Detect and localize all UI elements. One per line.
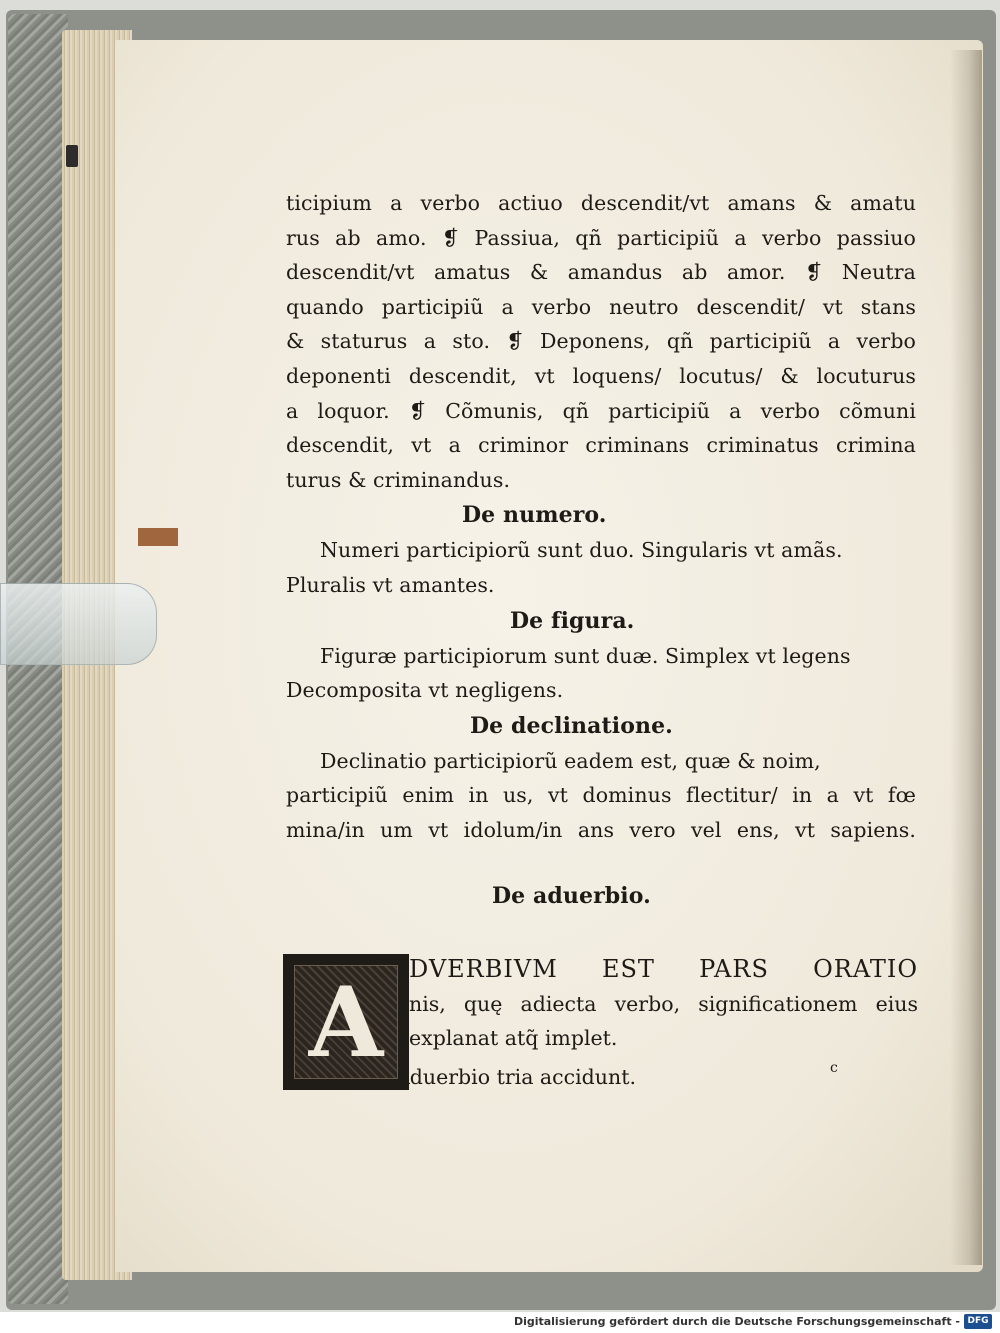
- page-notch: [138, 528, 178, 546]
- section-heading-aduerbio: De aduerbio.: [492, 882, 651, 909]
- footer-bar: [0, 1312, 1000, 1333]
- page-marker: [0, 583, 157, 665]
- text-line: deponenti descendit, vt loquens/ locutus/ & locuturus: [286, 363, 916, 388]
- page-text: [286, 186, 916, 914]
- folio-mark: c: [830, 1060, 838, 1076]
- section-heading-numero: De numero.: [462, 502, 607, 529]
- text-line: a loquor. ❡ Cõmunis, qñ participiũ a verbo cõmuni: [286, 398, 916, 423]
- text-line: mina/in um vt idolum/in ans vero vel ens, vt sapiens.: [286, 817, 916, 842]
- text-line: participiũ enim in us, vt dominus flectitur/ in a vt fœ: [286, 783, 916, 808]
- text-line: Declinatio participiorũ eadem est, quæ & noim,: [320, 748, 821, 773]
- chapter-text: [409, 952, 918, 1056]
- chapter-line: nis, quę adiecta verbo, significationem eius: [409, 991, 918, 1016]
- text-line: rus ab amo. ❡ Passiua, qñ participiũ a verbo passiuo: [286, 225, 916, 250]
- text-line: Numeri participiorũ sunt duo. Singularis vt amãs.: [320, 538, 843, 563]
- initial-letter: A: [308, 965, 384, 1079]
- text-line: quando participiũ a verbo neutro descendit/ vt stans: [286, 294, 916, 319]
- text-line: Decomposita vt negligens.: [286, 678, 564, 703]
- chapter-line: DVERBIVM EST PARS ORATIO: [409, 955, 918, 983]
- text-line: Figuræ participiorum sunt duæ. Simplex vt legens: [320, 643, 851, 668]
- text-line: descendit, vt a criminor criminans criminatus crimina: [286, 433, 916, 458]
- section-heading-declinatione: De declinatione.: [470, 712, 673, 739]
- footer-credit: Digitalisierung gefördert durch die Deutsche Forschungsgemeinschaft -: [513, 1315, 960, 1328]
- text-line: Pluralis vt amantes.: [286, 572, 495, 597]
- page-gutter: [950, 50, 982, 1265]
- dfg-logo: DFG: [964, 1314, 992, 1329]
- clip-tab: [66, 145, 78, 167]
- section-heading-figura: De figura.: [510, 607, 635, 634]
- text-line: & staturus a sto. ❡ Deponens, qñ participiũ a verbo: [286, 329, 916, 354]
- text-line: turus & criminandus.: [286, 467, 511, 492]
- chapter-last-line-wrap: [283, 1060, 918, 1095]
- chapter-last-line: Aduerbio tria accidunt.: [395, 1065, 636, 1089]
- text-line: ticipium a verbo actiuo descendit/vt amans & amatu: [286, 191, 916, 215]
- chapter-line: explanat atq̃ implet.: [409, 1026, 618, 1051]
- text-line: descendit/vt amatus & amandus ab amor. ❡ Neutra: [286, 260, 916, 285]
